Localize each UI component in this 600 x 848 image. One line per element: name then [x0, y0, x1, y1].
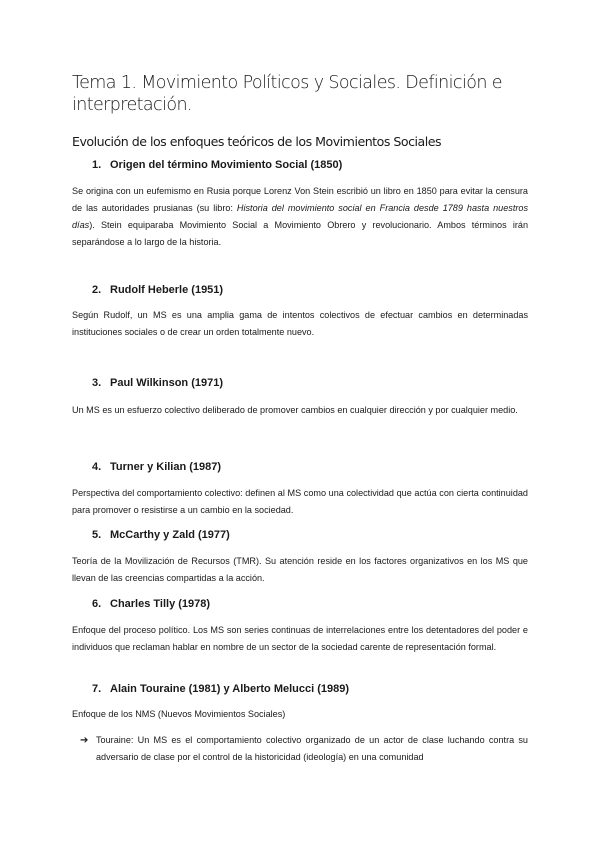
- section-heading-2: [92, 283, 223, 297]
- section-heading-text: Turner y Kilian (1987): [110, 461, 222, 473]
- section-heading-text: Paul Wilkinson (1971): [110, 377, 223, 389]
- section-number: 5.: [92, 529, 102, 541]
- section-heading-text: Origen del término Movimiento Social (1850): [110, 159, 343, 171]
- section-heading-text: Alain Touraine (1981) y Alberto Melucci (1989): [110, 683, 350, 695]
- book-title: Historia del movimiento social en Francia desde 1789 hasta nuestros días: [72, 203, 529, 230]
- bullet-item: [80, 732, 528, 766]
- document-title: Tema 1. Movimiento Políticos y Sociales. Definición e interpretación.: [72, 73, 502, 115]
- section-paragraph-5: Teoría de la Movilización de Recursos (TMR). Su atención reside en los factores organizativos en los MS que llevan de las creencias compartidas a la acción.: [72, 556, 528, 583]
- section-paragraph-4: Perspectiva del comportamiento colectivo: definen al MS como una colectividad que actúa con cierta continuidad para promover o resistirse a un cambio en la sociedad.: [72, 488, 528, 515]
- section-paragraph-1: [72, 183, 528, 251]
- section-paragraph-3: Un MS es un esfuerzo colectivo deliberado de promover cambios en cualquier dirección y por cualquier medio.: [72, 405, 518, 415]
- section-heading-text: McCarthy y Zald (1977): [110, 529, 230, 541]
- section-heading-3: [92, 376, 223, 390]
- paragraph-text: ). Stein equiparaba Movimiento Social a Movimiento Obrero y revolucionario. Ambos términos irán separándose a lo largo de la historia.: [72, 220, 528, 247]
- section-heading-1: [92, 158, 342, 172]
- section-number: 6.: [92, 598, 102, 610]
- section-heading-text: Charles Tilly (1978): [110, 598, 211, 610]
- arrow-right-icon: ➔: [80, 735, 89, 746]
- section-heading-5: [92, 528, 230, 542]
- section-paragraph-7: Enfoque de los NMS (Nuevos Movimientos Sociales): [72, 709, 286, 719]
- bullet-text: Touraine: Un MS es el comportamiento colectivo organizado de un actor de clase luchando contra su adversario de clase por el control de la historicidad (ideología) en una comunidad: [96, 735, 528, 762]
- section-heading-4: [92, 460, 221, 474]
- section-paragraph-2: Según Rudolf, un MS es una amplia gama de intentos colectivos de efectuar cambios en determinadas instituciones sociales o de crear un orden totalmente nuevo.: [72, 310, 528, 337]
- section-heading-6: [92, 597, 210, 611]
- section-number: 1.: [92, 159, 102, 171]
- section-number: 2.: [92, 284, 102, 296]
- section-number: 4.: [92, 461, 102, 473]
- section-heading-text: Rudolf Heberle (1951): [110, 284, 224, 296]
- document-subtitle: Evolución de los enfoques teóricos de los Movimientos Sociales: [72, 134, 442, 149]
- section-paragraph-6: Enfoque del proceso político. Los MS son series continuas de interrelaciones entre los detentadores del poder e individuos que reclaman hablar en nombre de un sector de la sociedad carente de representación formal.: [72, 625, 528, 652]
- section-heading-7: [92, 682, 349, 696]
- paragraph-text: Se origina con un eufemismo en Rusia porque Lorenz Von Stein escribió un libro en 1850 para evitar la censura de las autoridades prusianas (su libro:: [72, 186, 528, 213]
- section-number: 7.: [92, 683, 102, 695]
- section-number: 3.: [92, 377, 102, 389]
